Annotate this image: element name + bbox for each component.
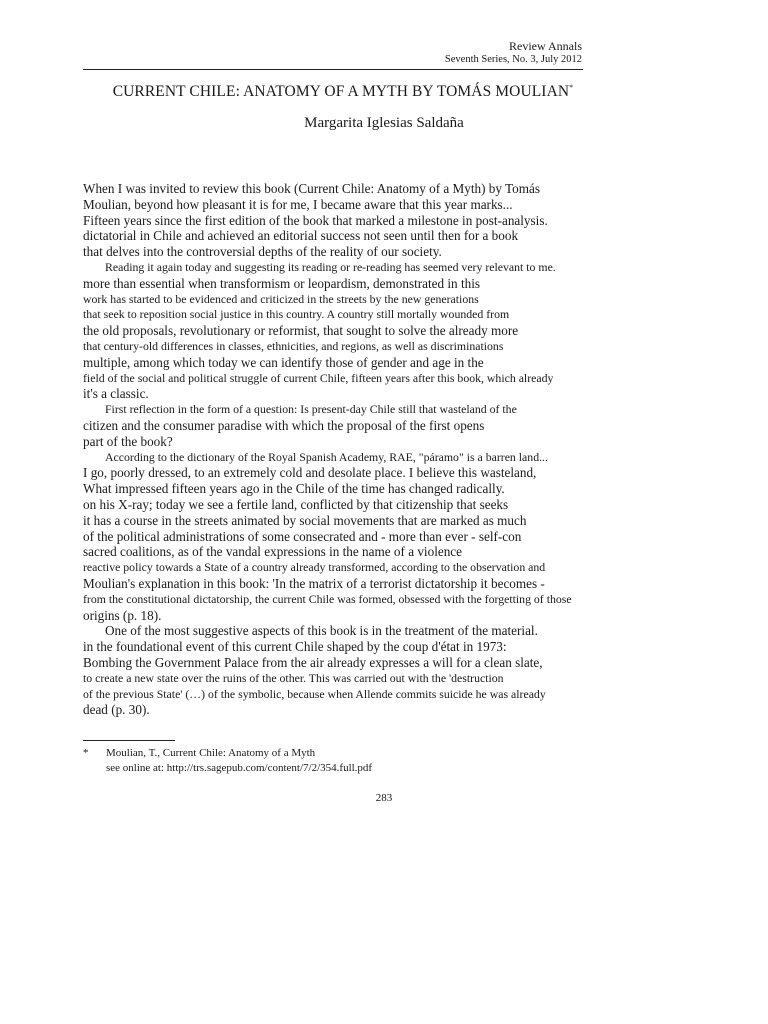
body-line: on his X-ray; today we see a fertile land, conflicted by that citizenship that seeks: [83, 496, 509, 512]
footnote-link[interactable]: see online at: http://trs.sagepub.com/content/7/2/354.full.pdf: [106, 762, 373, 774]
body-line: that delves into the controversial depths of the reality of our society.: [83, 244, 442, 260]
body-line: Moulian, beyond how pleasant it is for me, I became aware that this year marks...: [83, 196, 513, 212]
body-line: dictatorial in Chile and achieved an editorial success not seen until then for a book: [83, 228, 519, 244]
article-title-text: CURRENT CHILE: ANATOMY OF A MYTH BY TOMÁS MOULIAN: [112, 83, 570, 101]
body-line: work has started to be evidenced and criticized in the streets by the new generations: [83, 291, 479, 306]
body-line: reactive policy towards a State of a country already transformed, according to the observation and: [83, 560, 546, 575]
body-line: origins (p. 18).: [83, 607, 162, 623]
footnote-citation: Moulian, T., Current Chile: Anatomy of a Myth: [106, 747, 316, 759]
body-line: citizen and the consumer paradise with which the proposal of the first opens: [83, 417, 485, 433]
footnote-rule: [83, 740, 175, 741]
body-line: Bombing the Government Palace from the air already expresses a will for a clean slate,: [83, 654, 543, 670]
body-line: more than essential when transformism or leopardism, demonstrated in this: [83, 275, 481, 291]
journal-name: Review Annals: [509, 39, 582, 53]
body-line: to create a new state over the ruins of the other. This was carried out with the 'destruction: [83, 670, 504, 685]
body-line: that seek to reposition social justice in this country. A country still mortally wounded from: [83, 307, 510, 322]
article-title: [83, 83, 603, 101]
body-line: According to the dictionary of the Royal Spanish Academy, RAE, "páramo" is a barren land...: [105, 449, 548, 464]
body-line: Reading it again today and suggesting its reading or re-reading has seemed very relevant to me.: [105, 259, 556, 274]
body-line: it's a classic.: [83, 386, 149, 402]
body-line: it has a course in the streets animated by social movements that are marked as much: [83, 512, 527, 528]
body-line: of the previous State' (…) of the symbolic, because when Allende commits suicide he was already: [83, 686, 546, 701]
body-line: What impressed fifteen years ago in the Chile of the time has changed radically.: [83, 481, 505, 497]
body-line: the old proposals, revolutionary or reformist, that sought to solve the already more: [83, 323, 519, 339]
page-number: 283: [375, 792, 393, 804]
footnote-mark: *: [83, 747, 89, 759]
body-line: from the constitutional dictatorship, the current Chile was formed, obsessed with the forgetting of those: [83, 591, 572, 606]
body-line: field of the social and political struggle of current Chile, fifteen years after this book, which already: [83, 370, 554, 385]
header-rule: [83, 69, 583, 70]
body-line: multiple, among which today we can identify those of gender and age in the: [83, 354, 484, 370]
body-line: When I was invited to review this book (Current Chile: Anatomy of a Myth) by Tomás: [83, 181, 541, 196]
article-body: [83, 181, 593, 718]
body-line: I go, poorly dressed, to an extremely cold and desolate place. I believe this wasteland,: [83, 465, 537, 481]
body-line: sacred coalitions, as of the vandal expressions in the name of a violence: [83, 544, 463, 560]
body-line: One of the most suggestive aspects of this book is in the treatment of the material.: [105, 623, 538, 639]
body-line: of the political administrations of some consecrated and - more than ever - self-con: [83, 528, 522, 544]
footnote: [83, 746, 372, 776]
author-name: Margarita Iglesias Saldaña: [304, 115, 464, 131]
journal-series: Seventh Series, No. 3, July 2012: [444, 53, 582, 65]
body-line: Fifteen years since the first edition of the book that marked a milestone in post-analysis.: [83, 212, 548, 228]
body-line: in the foundational event of this current Chile shaped by the coup d'état in 1973:: [83, 639, 507, 655]
body-line: part of the book?: [83, 433, 173, 449]
body-line: dead (p. 30).: [83, 702, 150, 718]
body-line: Moulian's explanation in this book: 'In the matrix of a terrorist dictatorship it becomes -: [83, 575, 545, 591]
body-line: First reflection in the form of a question: Is present-day Chile still that wasteland of the: [105, 402, 517, 417]
body-line: that century-old differences in classes, ethnicities, and regions, as well as discriminations: [83, 338, 504, 353]
running-header: [445, 40, 582, 66]
footnote-marker: *: [569, 83, 574, 92]
